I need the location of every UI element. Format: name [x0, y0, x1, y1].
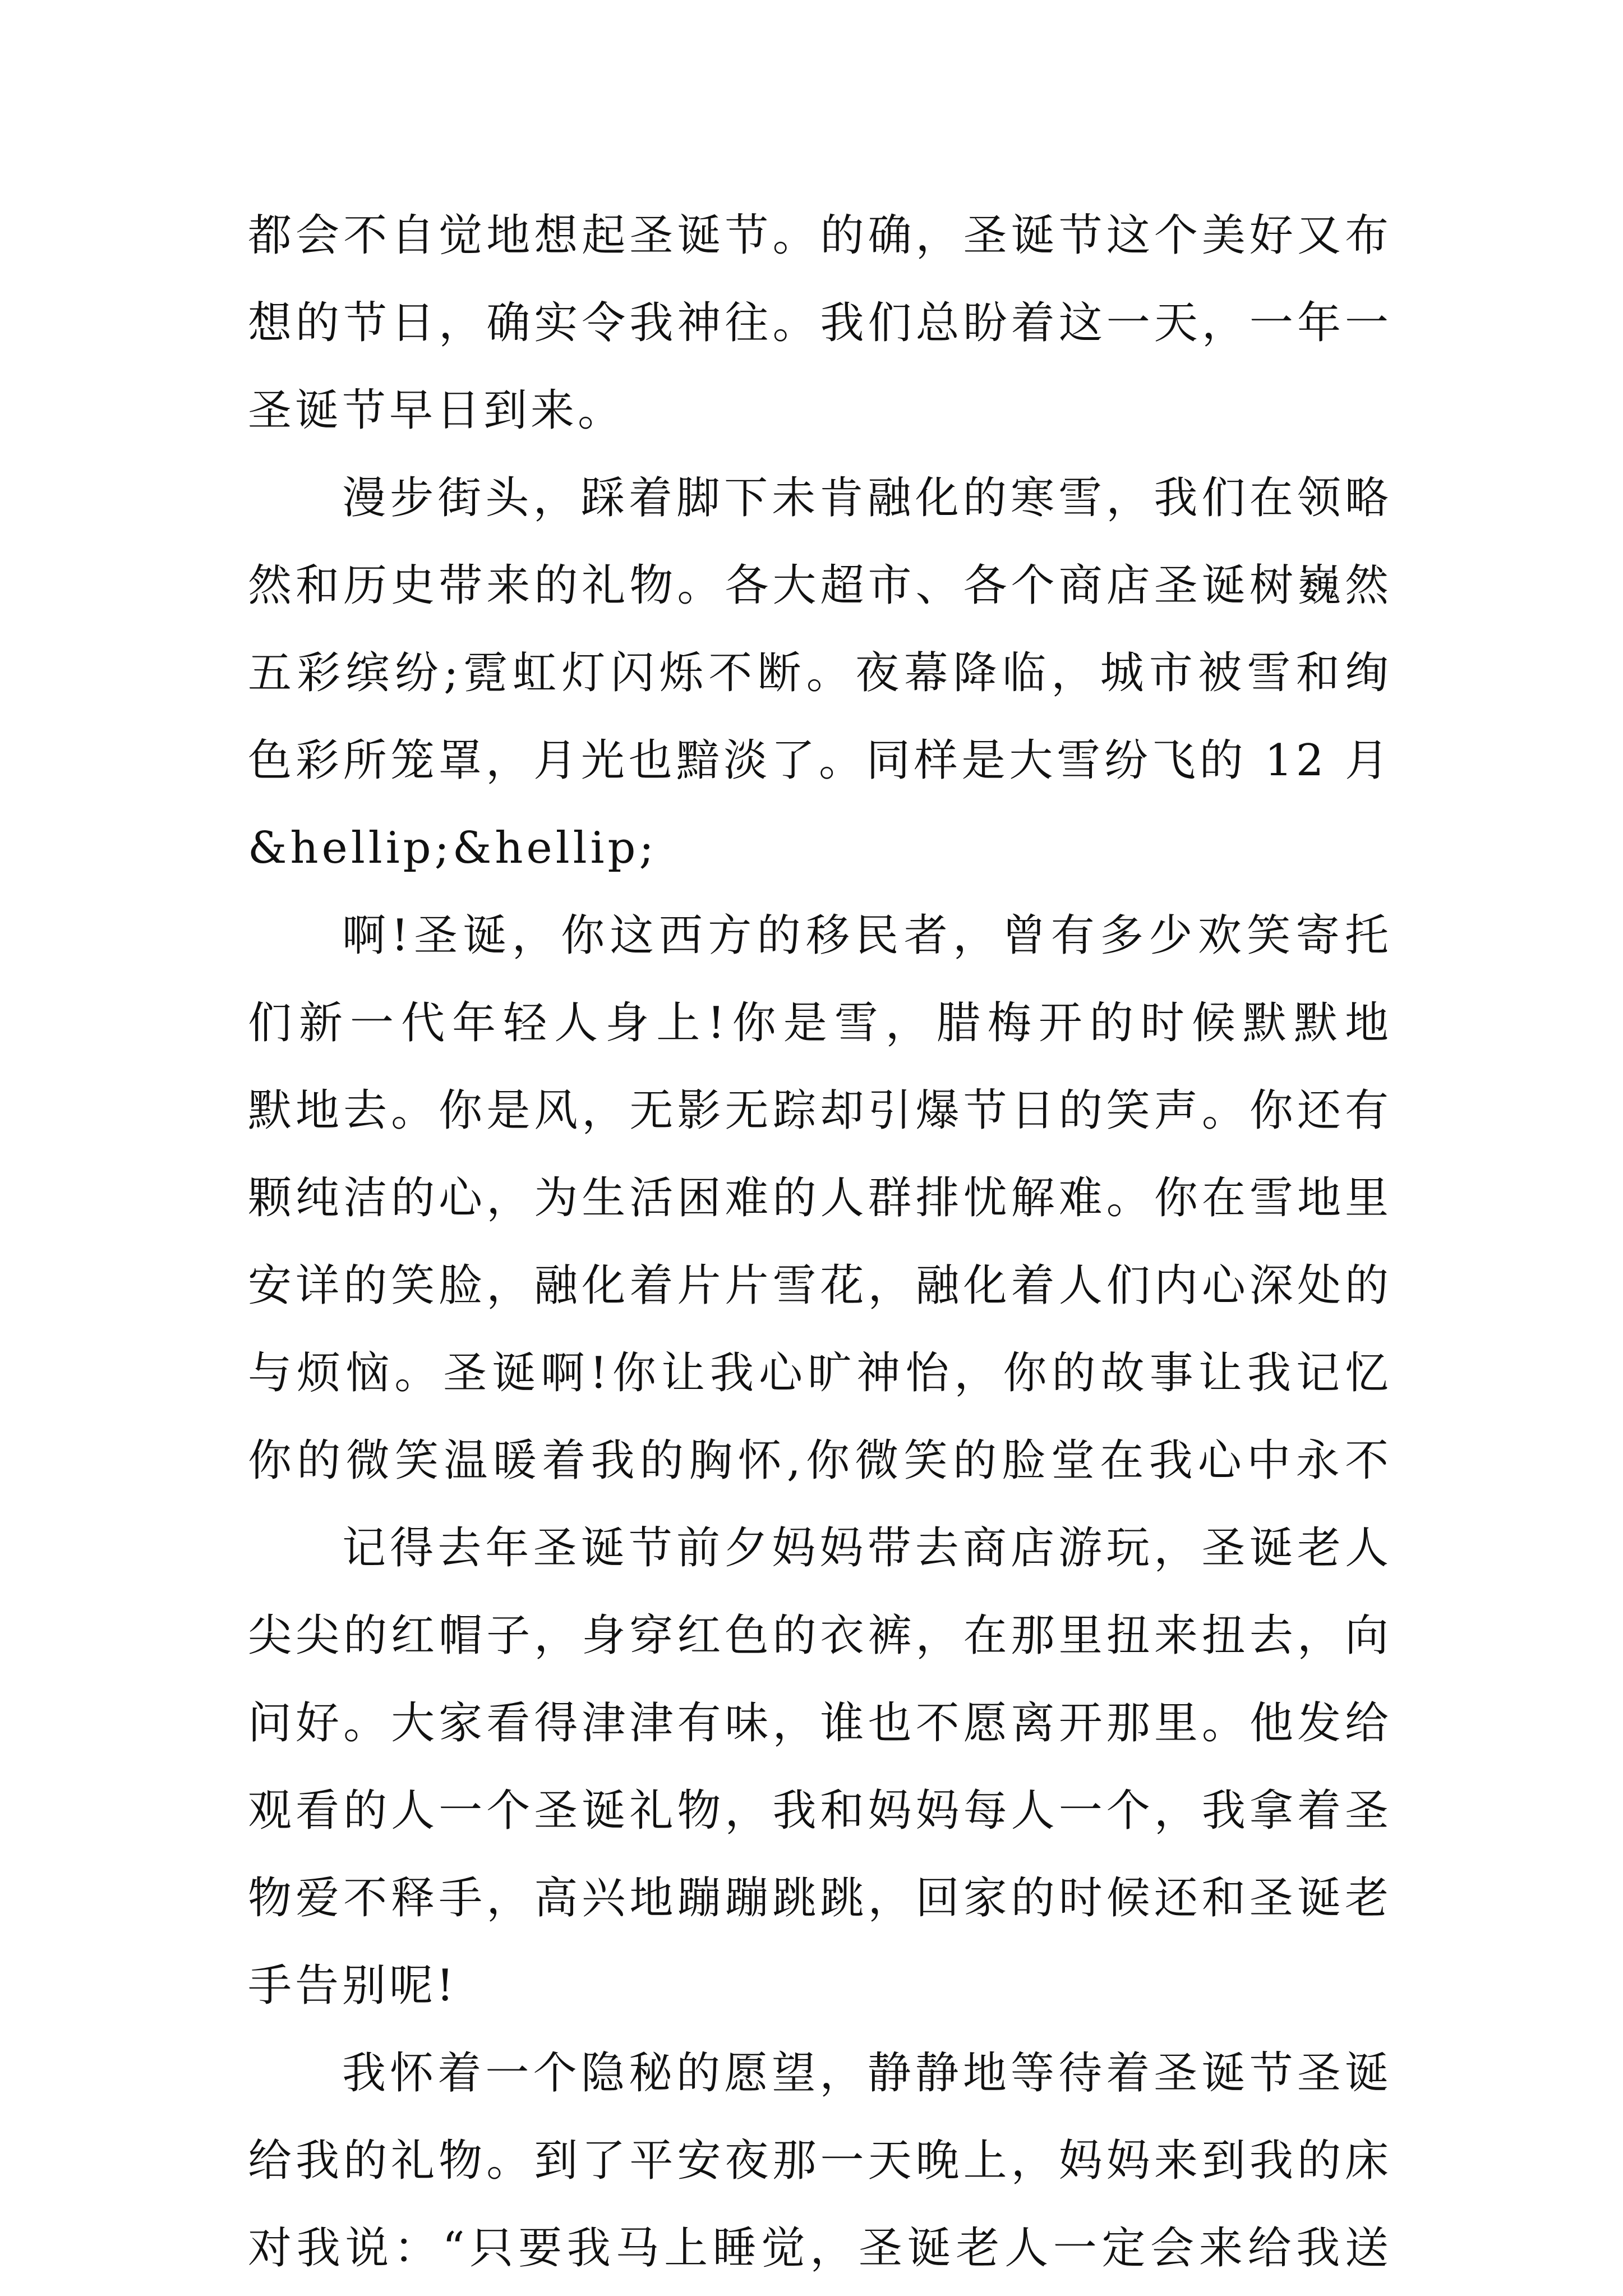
text-line: 我怀着一个隐秘的愿望，静静地等待着圣诞节圣诞	[342, 2048, 1392, 2099]
text-line: 对我说：“只要我马上睡觉，圣诞老人一定会来给我送	[248, 2223, 1392, 2274]
text-line: 五彩缤纷;霓虹灯闪烁不断。夜幕降临，城市被雪和绚	[248, 648, 1392, 698]
text-line: 记得去年圣诞节前夕妈妈带去商店游玩，圣诞老人	[342, 1523, 1392, 1573]
text-line: 然和历史带来的礼物。各大超市、各个商店圣诞树巍然	[248, 560, 1392, 611]
text-line: 漫步街头，踩着脚下未肯融化的寒雪，我们在领略	[342, 473, 1392, 523]
text-line: 手告别呢!	[248, 1961, 458, 2011]
text-line: 啊!圣诞，你这西方的移民者，曾有多少欢笑寄托	[342, 910, 1392, 961]
text-line: 们新一代年轻人身上!你是雪，腊梅开的时候默默地	[248, 998, 1392, 1048]
text-line: 物爱不释手，高兴地蹦蹦跳跳，回家的时候还和圣诞老	[248, 1873, 1392, 1924]
text-line: 尖尖的红帽子，身穿红色的衣裤，在那里扭来扭去，向	[248, 1611, 1392, 1661]
text-line: 颗纯洁的心，为生活困难的人群排忧解难。你在雪地里	[248, 1173, 1392, 1223]
text-line: &hellip;&hellip;	[248, 823, 657, 873]
text-line: 想的节日，确实令我神往。我们总盼着这一天，一年一	[248, 298, 1392, 348]
text-line: 默地去。你是风，无影无踪却引爆节日的笑声。你还有	[248, 1085, 1392, 1136]
text-line: 给我的礼物。到了平安夜那一天晚上，妈妈来到我的床	[248, 2136, 1392, 2186]
text-line: 色彩所笼罩，月光也黯淡了。同样是大雪纷飞的 12 月	[248, 735, 1392, 786]
text-line: 圣诞节早日到来。	[248, 385, 625, 436]
text-line: 与烦恼。圣诞啊!你让我心旷神怡，你的故事让我记忆	[248, 1348, 1392, 1398]
text-line: 安详的笑脸，融化着片片雪花，融化着人们内心深处的	[248, 1260, 1392, 1311]
body-text	[248, 192, 1392, 2292]
text-line: 观看的人一个圣诞礼物，我和妈妈每人一个，我拿着圣	[248, 1786, 1392, 1836]
text-line: 问好。大家看得津津有味，谁也不愿离开那里。他发给	[248, 1698, 1392, 1749]
text-line: 你的微笑温暖着我的胸怀,你微笑的脸堂在我心中永不	[248, 1435, 1392, 1486]
text-line: 都会不自觉地想起圣诞节。的确，圣诞节这个美好又布	[248, 210, 1392, 261]
